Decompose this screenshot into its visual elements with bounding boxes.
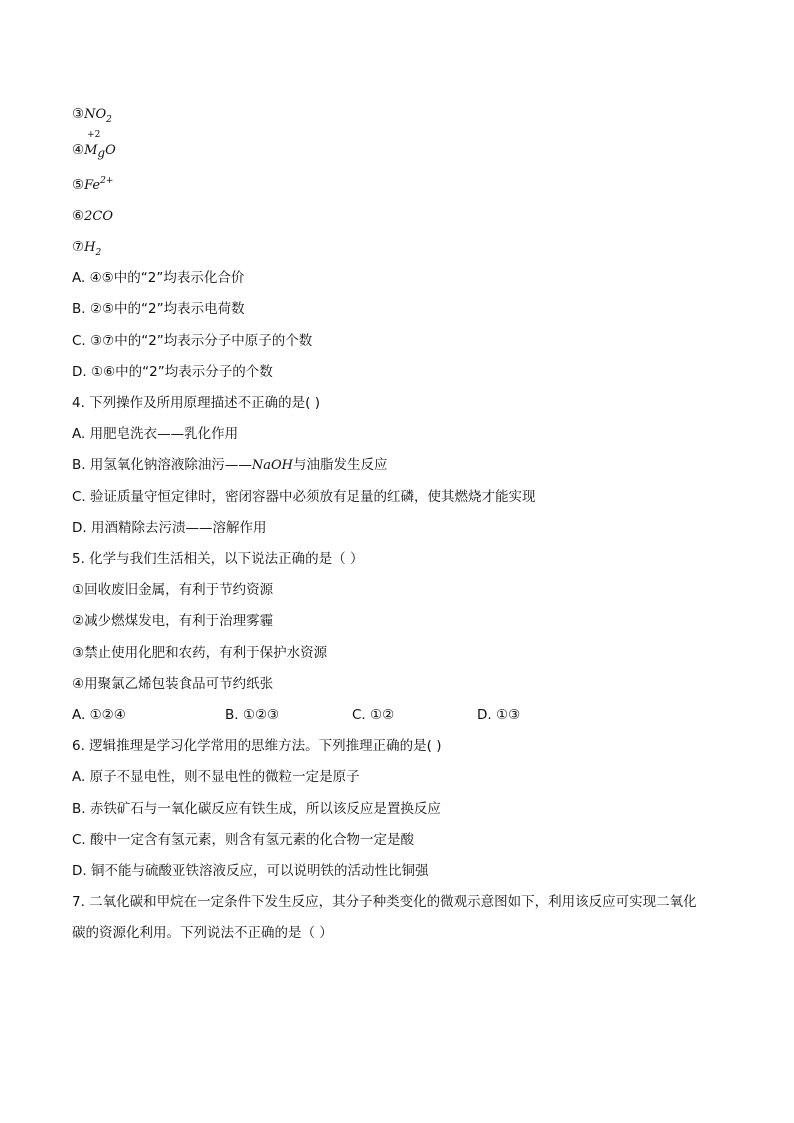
q4-option-a: A. 用肥皂洗衣——乳化作用 [72, 426, 239, 442]
formula-naoh: NaOH [251, 458, 293, 473]
item-7 [72, 238, 101, 258]
formula-main: O [105, 143, 116, 158]
q3-option-c: C. ③⑦中的“2”均表示分子中原子的个数 [72, 333, 313, 349]
q5-statement-1: ①回收废旧金属，有利于节约资源 [72, 582, 274, 598]
q6-option-b: B. 赤铁矿石与一氧化碳反应有铁生成，所以该反应是置换反应 [72, 801, 441, 817]
valence-mark: +2 [87, 130, 101, 140]
q4-option-d: D. 用酒精除去污渍——溶解作用 [72, 520, 267, 536]
q4-option-b-text: B. 用氢氧化钠溶液除油污—— [72, 457, 252, 473]
formula-main: g [97, 146, 106, 160]
subscript: 2 [106, 115, 112, 125]
q3-option-b: B. ②⑤中的“2”均表示电荷数 [72, 301, 245, 317]
q5-statement-3: ③禁止使用化肥和农药，有利于保护水资源 [72, 645, 328, 661]
item-marker: ⑦ [72, 239, 85, 255]
q5-stem: 5. 化学与我们生活相关，以下说法正确的是（ ） [72, 551, 364, 567]
q6-option-a: A. 原子不显电性，则不显电性的微粒一定是原子 [72, 769, 360, 785]
subscript: 2 [95, 248, 102, 258]
item-marker: ③ [72, 106, 85, 122]
q4-stem: 4. 下列操作及所用原理描述不正确的是( ) [72, 395, 320, 411]
item-marker: ④ [72, 142, 85, 158]
q3-option-d: D. ①⑥中的“2”均表示分子的个数 [72, 364, 273, 380]
formula-no2 [84, 107, 112, 125]
q3-option-a: A. ④⑤中的“2”均表示化合价 [72, 270, 245, 286]
item-5 [72, 176, 113, 196]
formula-2co: 2CO [84, 209, 113, 224]
item-marker: ⑥ [72, 208, 85, 224]
q6-stem: 6. 逻辑推理是学习化学常用的思维方法。下列推理正确的是( ) [72, 738, 442, 754]
superscript: 2+ [100, 176, 114, 186]
item-6 [72, 207, 113, 226]
formula-main: Fe [84, 178, 101, 193]
formula-h2 [84, 240, 102, 258]
item-marker: ⑤ [72, 177, 85, 193]
q5-option-a: A. ①②④ [72, 707, 126, 723]
valence-element [84, 130, 101, 160]
q5-statement-2: ②减少燃煤发电，有利于治理雾霾 [72, 613, 274, 629]
formula-main: H [84, 240, 96, 255]
formula-fe2plus [84, 178, 113, 193]
q6-option-d: D. 铜不能与硫酸亚铁溶液反应，可以说明铁的活动性比铜强 [72, 863, 429, 879]
q7-stem-line-2: 碳的资源化利用。下列说法不正确的是（ ） [72, 925, 333, 941]
formula-main: NO [84, 107, 107, 122]
q5-option-b: B. ①②③ [225, 707, 280, 723]
q4-option-b-text: 与油脂发生反应 [292, 457, 388, 473]
formula-mgo [84, 130, 116, 160]
formula-main: M [84, 143, 98, 158]
q6-option-c: C. 酸中一定含有氢元素，则含有氢元素的化合物一定是酸 [72, 832, 415, 848]
q5-option-d: D. ①③ [477, 707, 521, 723]
item-3 [72, 105, 112, 125]
item-4 [72, 130, 116, 160]
q5-statement-4: ④用聚氯乙烯包装食品可节约纸张 [72, 676, 274, 692]
q4-option-c: C. 验证质量守恒定律时，密闭容器中必须放有足量的红磷，使其燃烧才能实现 [72, 489, 536, 505]
q5-option-c: C. ①② [352, 707, 395, 723]
q7-stem-line-1: 7. 二氧化碳和甲烷在一定条件下发生反应，其分子种类变化的微观示意图如下，利用该反应可实现二氧化 [72, 894, 697, 910]
q4-option-b [72, 456, 387, 475]
